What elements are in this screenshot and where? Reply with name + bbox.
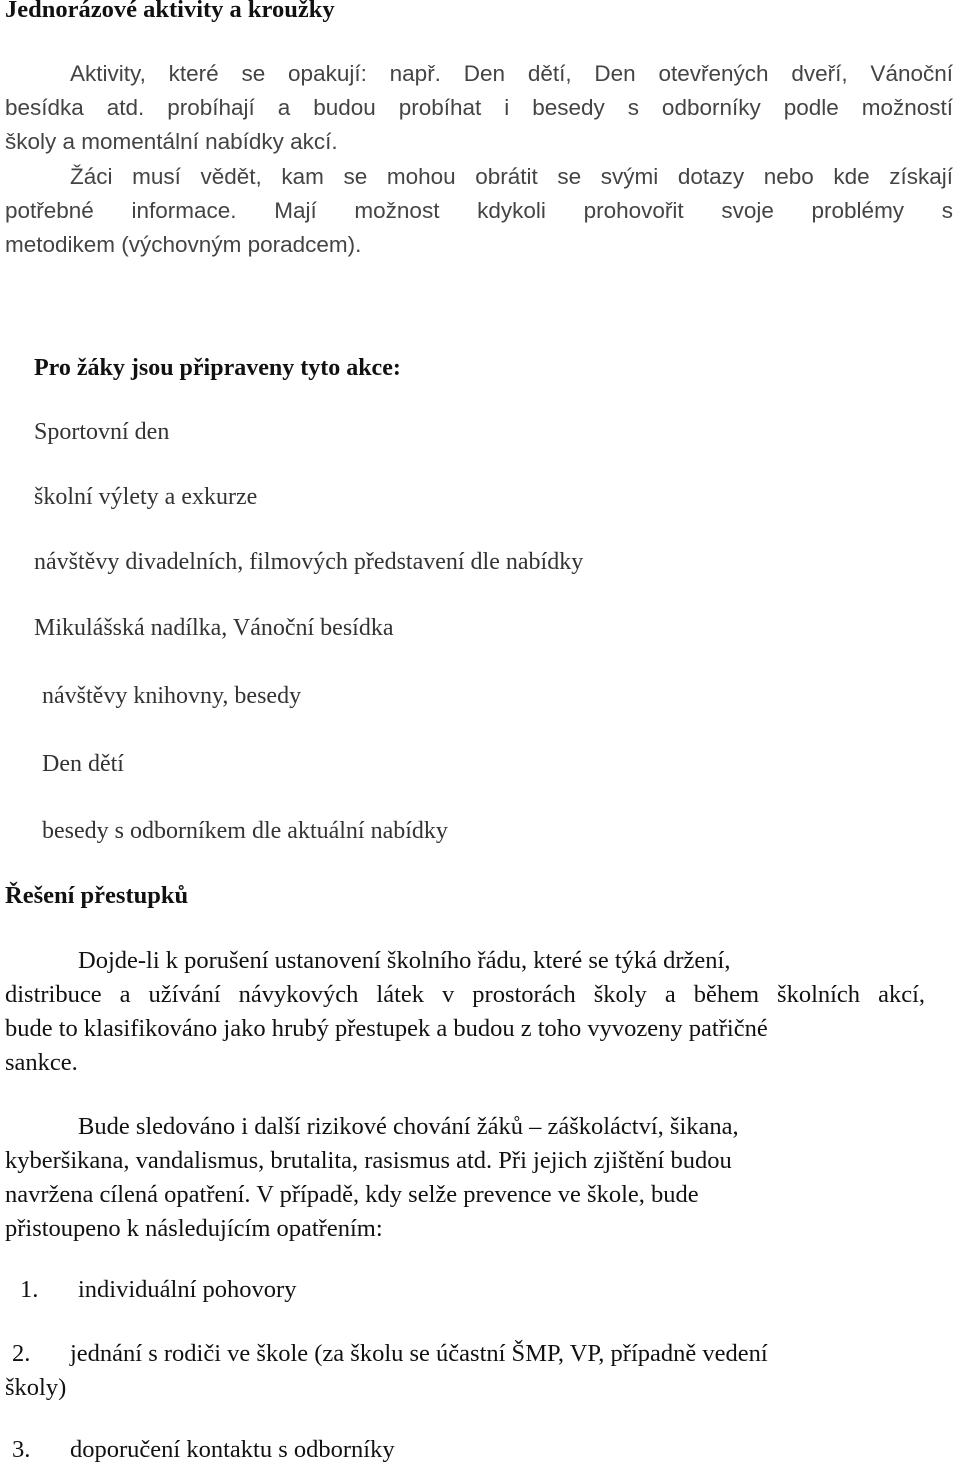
risk-behavior-paragraph-line: kyberšikana, vandalismus, brutalita, rasismus atd. Při jejich zjištění budou	[5, 1147, 732, 1174]
risk-behavior-paragraph	[5, 1110, 925, 1246]
offenses-paragraph-line: distribuce a užívání návykových látek v prostorách školy a během školních akcí,	[5, 981, 925, 1008]
guidance-paragraph-line: Žáci musí vědět, kam se mohou obrátit se svými dotazy nebo kde získají	[70, 164, 953, 189]
events-heading: Pro žáky jsou připraveny tyto akce:	[34, 355, 401, 381]
activities-paragraph-line: besídka atd. probíhají a budou probíhat i besedy s odborníky podle možností	[5, 95, 953, 120]
section-title-offenses: Řešení přestupků	[5, 882, 189, 909]
event-item: besedy s odborníkem dle aktuální nabídky	[42, 818, 448, 844]
offenses-paragraph-line: bude to klasifikováno jako hrubý přestupek a budou z toho vyvozeny patřičné	[5, 1015, 768, 1042]
guidance-paragraph-line: potřebné informace. Mají možnost kdykoli prohovořit svoje problémy s	[5, 198, 953, 223]
activities-paragraph	[5, 57, 953, 159]
measure-text-continuation: školy)	[5, 1374, 67, 1401]
event-item: Mikulášská nadílka, Vánoční besídka	[34, 615, 394, 641]
event-item: Sportovní den	[34, 419, 170, 445]
measure-number: 1.	[20, 1276, 39, 1303]
guidance-paragraph	[5, 160, 953, 262]
event-item: školní výlety a exkurze	[34, 484, 258, 510]
activities-paragraph-line: školy a momentální nabídky akcí.	[5, 129, 338, 154]
offenses-paragraph-line: sankce.	[5, 1049, 78, 1076]
measure-text: jednání s rodiči ve škole (za školu se účastní ŠMP, VP, případně vedení	[70, 1340, 768, 1367]
section-title-activities: Jednorázové aktivity a kroužky	[5, 0, 335, 23]
guidance-paragraph-line: metodikem (výchovným poradcem).	[5, 232, 362, 257]
offenses-paragraph	[5, 944, 925, 1080]
measure-text: doporučení kontaktu s odborníky	[70, 1436, 395, 1463]
event-item: návštěvy divadelních, filmových představení dle nabídky	[34, 549, 584, 575]
risk-behavior-paragraph-line: navržena cílená opatření. V případě, kdy selže prevence ve škole, bude	[5, 1181, 699, 1208]
event-item: návštěvy knihovny, besedy	[42, 683, 302, 709]
measure-number: 2.	[12, 1340, 31, 1367]
risk-behavior-paragraph-line: Bude sledováno i další rizikové chování žáků – záškoláctví, šikana,	[78, 1113, 739, 1140]
measure-text: individuální pohovory	[78, 1276, 297, 1303]
measure-number: 3.	[12, 1436, 31, 1463]
event-item: Den dětí	[42, 751, 124, 777]
activities-paragraph-line: Aktivity, které se opakují: např. Den dětí, Den otevřených dveří, Vánoční	[70, 61, 953, 86]
risk-behavior-paragraph-line: přistoupeno k následujícím opatřením:	[5, 1215, 383, 1242]
offenses-paragraph-line: Dojde-li k porušení ustanovení školního řádu, které se týká držení,	[78, 947, 731, 974]
